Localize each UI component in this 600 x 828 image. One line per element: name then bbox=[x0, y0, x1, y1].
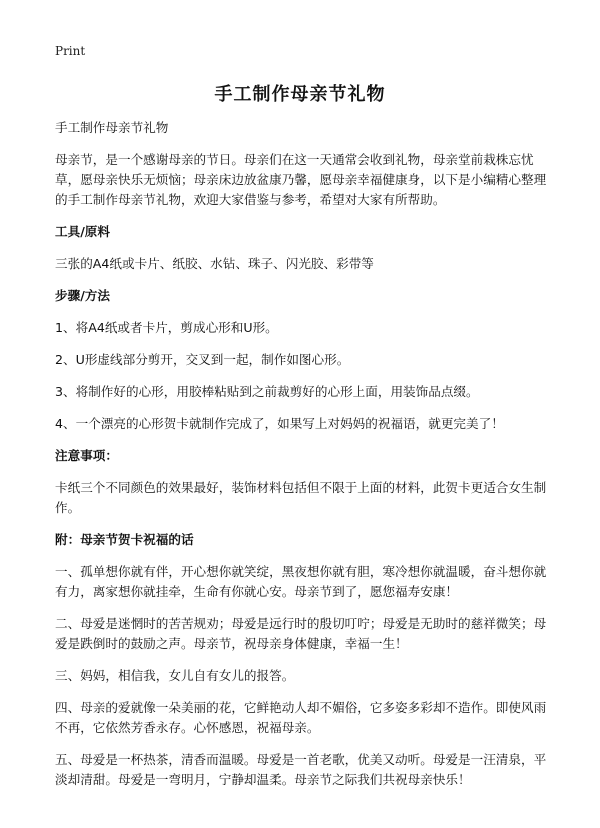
notes-text: 卡纸三个不同颜色的效果最好，装饰材料包括但不限于上面的材料，此贺卡更适合女生制作。 bbox=[55, 480, 547, 515]
document-subtitle: 手工制作母亲节礼物 bbox=[55, 120, 169, 135]
intro-paragraph: 母亲节，是一个感谢母亲的节日。母亲们在这一天通常会收到礼物，母亲堂前栽株忘忧草，愿母亲快乐无烦恼；母亲床边放盆康乃馨，愿母亲幸福健康身，以下是小编精心整理的手工制作母亲节礼物，欢迎大家借鉴与参考，希望对大家有所帮助。 bbox=[55, 152, 547, 207]
document-body bbox=[55, 118, 547, 802]
tools-heading: 工具/原料 bbox=[55, 224, 110, 239]
tools-text: 三张的A4纸或卡片、纸胶、水钻、珠子、闪光胶、彩带等 bbox=[55, 256, 374, 271]
blessing-item: 二、母爱是迷惘时的苦苦规劝；母爱是远行时的殷切叮咛；母爱是无助时的慈祥微笑；母爱是跌倒时的鼓励之声。母亲节，祝母亲身体健康，幸福一生！ bbox=[55, 616, 547, 651]
blessing-item: 五、母爱是一杯热茶，清香而温暖。母爱是一首老歌，优美又动听。母爱是一汪清泉，平淡却清甜。母爱是一弯明月，宁静却温柔。母亲节之际我们共祝母亲快乐！ bbox=[55, 752, 547, 787]
step-item: 4、一个漂亮的心形贺卡就制作完成了，如果写上对妈妈的祝福语，就更完美了！ bbox=[55, 416, 504, 431]
step-item: 2、U形虚线部分剪开，交叉到一起，制作如图心形。 bbox=[55, 352, 350, 367]
notes-heading: 注意事项： bbox=[55, 448, 118, 463]
blessing-item: 三、妈妈，相信我，女儿自有女儿的报答。 bbox=[55, 668, 295, 683]
blessing-item: 四、母亲的爱就像一朵美丽的花，它鲜艳动人却不媚俗，它多姿多彩却不造作。即使风雨不再，它依然芳香永存。心怀感恩，祝福母亲。 bbox=[55, 700, 547, 735]
step-item: 1、将A4纸或者卡片，剪成心形和U形。 bbox=[55, 320, 278, 335]
step-item: 3、将制作好的心形，用胶棒粘贴到之前裁剪好的心形上面，用装饰品点缀。 bbox=[55, 384, 479, 399]
blessing-item: 一、孤单想你就有伴，开心想你就笑绽，黑夜想你就有胆，寒冷想你就温暖，奋斗想你就有力，离家想你就挂牵，生命有你就心安。母亲节到了，愿您福寿安康！ bbox=[55, 564, 547, 599]
blessings-heading: 附：母亲节贺卡祝福的话 bbox=[55, 532, 194, 547]
steps-heading: 步骤/方法 bbox=[55, 288, 110, 303]
document-title: 手工制作母亲节礼物 bbox=[214, 84, 386, 105]
print-link[interactable]: Print bbox=[55, 44, 86, 58]
